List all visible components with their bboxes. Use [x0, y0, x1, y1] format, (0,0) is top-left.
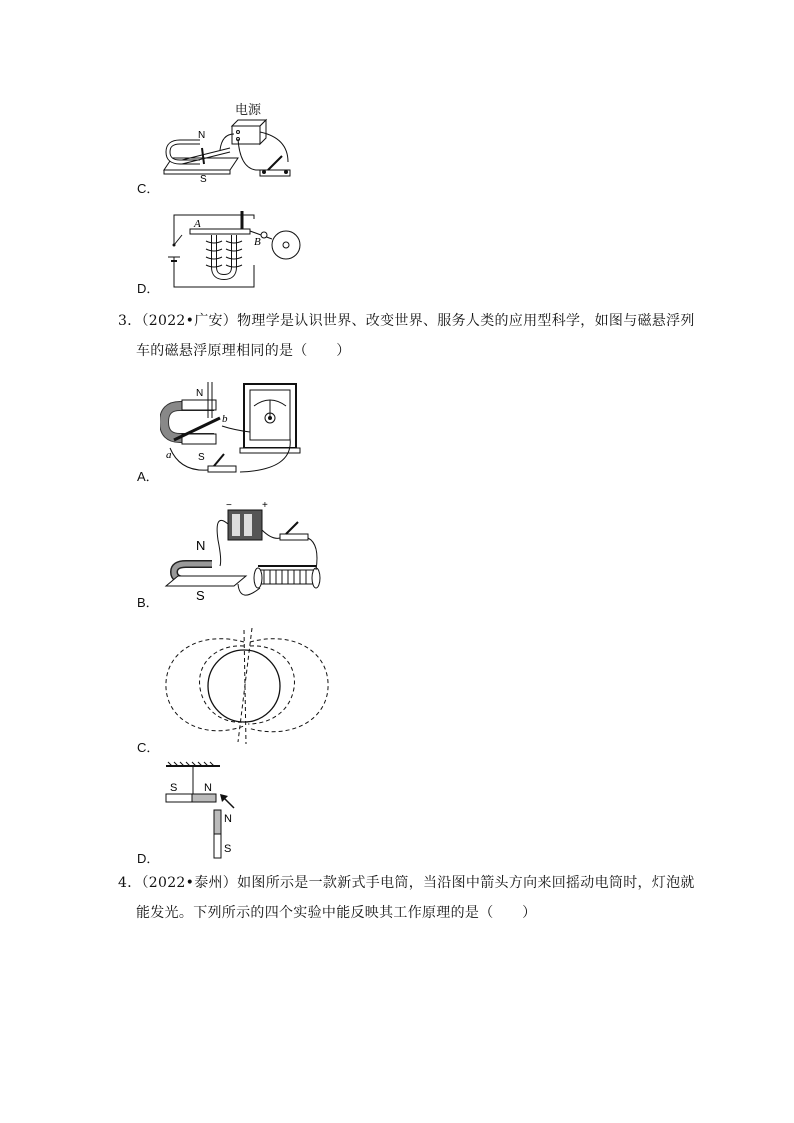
figure-suspended-magnets	[160, 760, 250, 865]
figure-electric-bell	[160, 205, 310, 295]
option-c3-label: C．	[137, 740, 160, 755]
plus-label: +	[262, 500, 268, 511]
question-3-text	[118, 306, 698, 366]
pole-n-label: N	[198, 130, 206, 141]
figure-induction-galvanometer	[160, 378, 305, 480]
figure-motor-rheostat	[160, 500, 330, 605]
option-b-label: B．	[137, 595, 159, 610]
figure-motor-power-supply	[160, 98, 300, 193]
option-a-label: A．	[137, 469, 159, 484]
point-A-label: A	[194, 218, 201, 230]
power-supply-label: 电源	[235, 102, 262, 117]
point-b-label: b	[222, 413, 228, 425]
question-3-line-2: 车的磁悬浮原理相同的是（ ）	[136, 343, 351, 359]
option-d3-label: D．	[137, 851, 160, 866]
question-4-line-1: 4．（2022•泰州）如图所示是一款新式手电筒，当沿图中箭头方向来回摇动电筒时，灯泡就	[118, 875, 695, 891]
question-4-line-2: 能发光。下列所示的四个实验中能反映其工作原理的是（ ）	[136, 905, 537, 921]
pole-s-label-b: S	[196, 588, 205, 603]
point-B-label: B	[254, 236, 261, 248]
figure-field-lines	[160, 622, 340, 752]
option-d-label: D．	[137, 281, 160, 296]
pole-n-label-b: N	[196, 538, 206, 553]
option-c-label: C．	[137, 181, 160, 196]
point-a-label: a	[166, 449, 172, 461]
question-4-text	[118, 868, 698, 928]
question-3-line-1: 3．（2022•广安）物理学是认识世界、改变世界、服务人类的应用型科学，如图与磁悬浮列	[118, 313, 695, 329]
pole-s-label-d2: S	[224, 843, 232, 855]
pole-s-label: S	[200, 174, 207, 185]
pole-n-label-d2: N	[224, 813, 232, 825]
pole-n-label-a: N	[196, 388, 204, 399]
minus-label: −	[226, 500, 232, 511]
pole-n-label-d: N	[204, 782, 212, 794]
pole-s-label-d: S	[170, 782, 178, 794]
pole-s-label-a: S	[198, 452, 205, 463]
